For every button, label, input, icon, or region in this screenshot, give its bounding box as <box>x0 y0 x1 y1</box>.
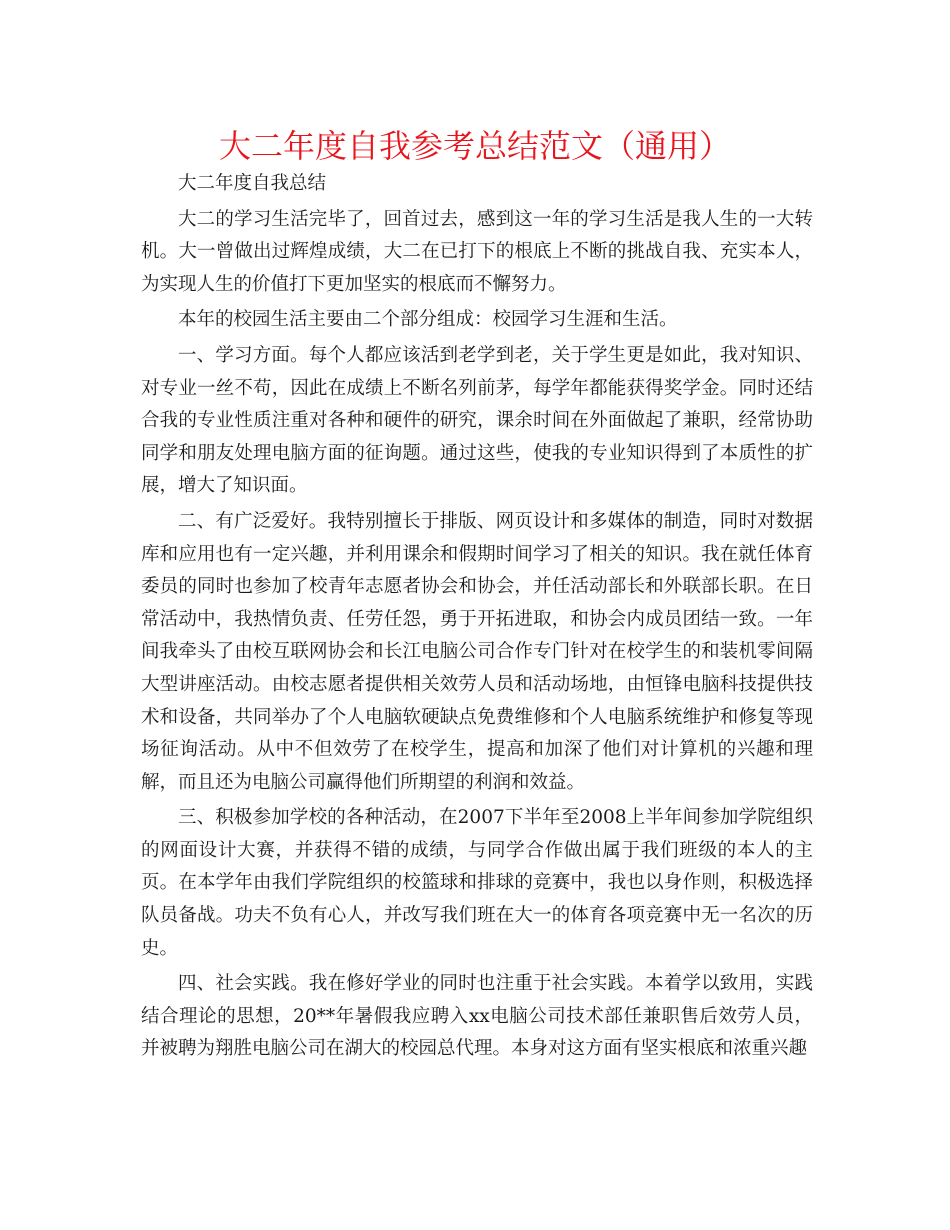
paragraph-hobbies: 二、有广泛爱好。我特别擅长于排版、网页设计和多媒体的制造，同时对数据库和应用也有一定兴趣，并利用课余和假期时间学习了相关的知识。我在就任体育委员的同时也参加了校青年志愿者协会和协会，并任活动部长和外联部长职。在日常活动中，我热情负责、任劳任怨，勇于开拓进取，和协会内成员团结一致。一年间我牵头了由校互联网协会和长江电脑公司合作专门针对在校学生的和装机零间隔大型讲座活动。由校志愿者提供相关效劳人员和活动场地，由恒锋电脑科技提供技术和设备，共同举办了个人电脑软硬缺点免费维修和个人电脑系统维护和修复等现场征询活动。从中不但效劳了在校学生，提高和加深了他们对计算机的兴趣和理解，而且还为电脑公司赢得他们所期望的利润和效益。 <box>141 510 813 793</box>
paragraph-intro: 大二的学习生活完毕了，回首过去，感到这一年的学习生活是我人生的一大转机。大一曾做出过辉煌成绩，大二在已打下的根底上不断的挑战自我、充实本人，为实现人生的价值打下更加坚实的根底而不懈努力。 <box>141 208 813 295</box>
paragraph-practice: 四、社会实践。我在修好学业的同时也注重于社会实践。本着学以致用，实践结合理论的思想，20**年暑假我应聘入xx电脑公司技术部任兼职售后效劳人员，并被聘为翔胜电脑公司在湖大的校园总代理。本身对这方面有坚实根底和浓重兴趣 <box>141 973 813 1060</box>
paragraph-subtitle: 大二年度自我总结 <box>178 173 327 194</box>
paragraph-overview: 本年的校园生活主要由二个部分组成：校园学习生涯和生活。 <box>178 309 678 331</box>
paragraph-activities: 三、积极参加学校的各种活动，在2007下半年至2008上半年间参加学院组织的网面设计大赛，并获得不错的成绩，与同学合作做出属于我们班级的本人的主页。在本学年由我们学院组织的校篮球和排球的竞赛中，我也以身作则，积极选择队员备战。功夫不负有心人，并改写我们班在大一的体育各项竞赛中无一名次的历史。 <box>141 807 813 959</box>
document-title: 大二年度自我参考总结范文（通用） <box>218 127 731 165</box>
document-body <box>141 168 813 1066</box>
paragraph-study: 一、学习方面。每个人都应该活到老学到老，关于学生更是如此，我对知识、对专业一丝不苟，因此在成绩上不断名列前茅，每学年都能获得奖学金。同时还结合我的专业性质注重对各种和硬件的研究，课余时间在外面做起了兼职，经常协助同学和朋友处理电脑方面的征询题。通过这些，使我的专业知识得到了本质性的扩展，增大了知识面。 <box>141 344 813 497</box>
